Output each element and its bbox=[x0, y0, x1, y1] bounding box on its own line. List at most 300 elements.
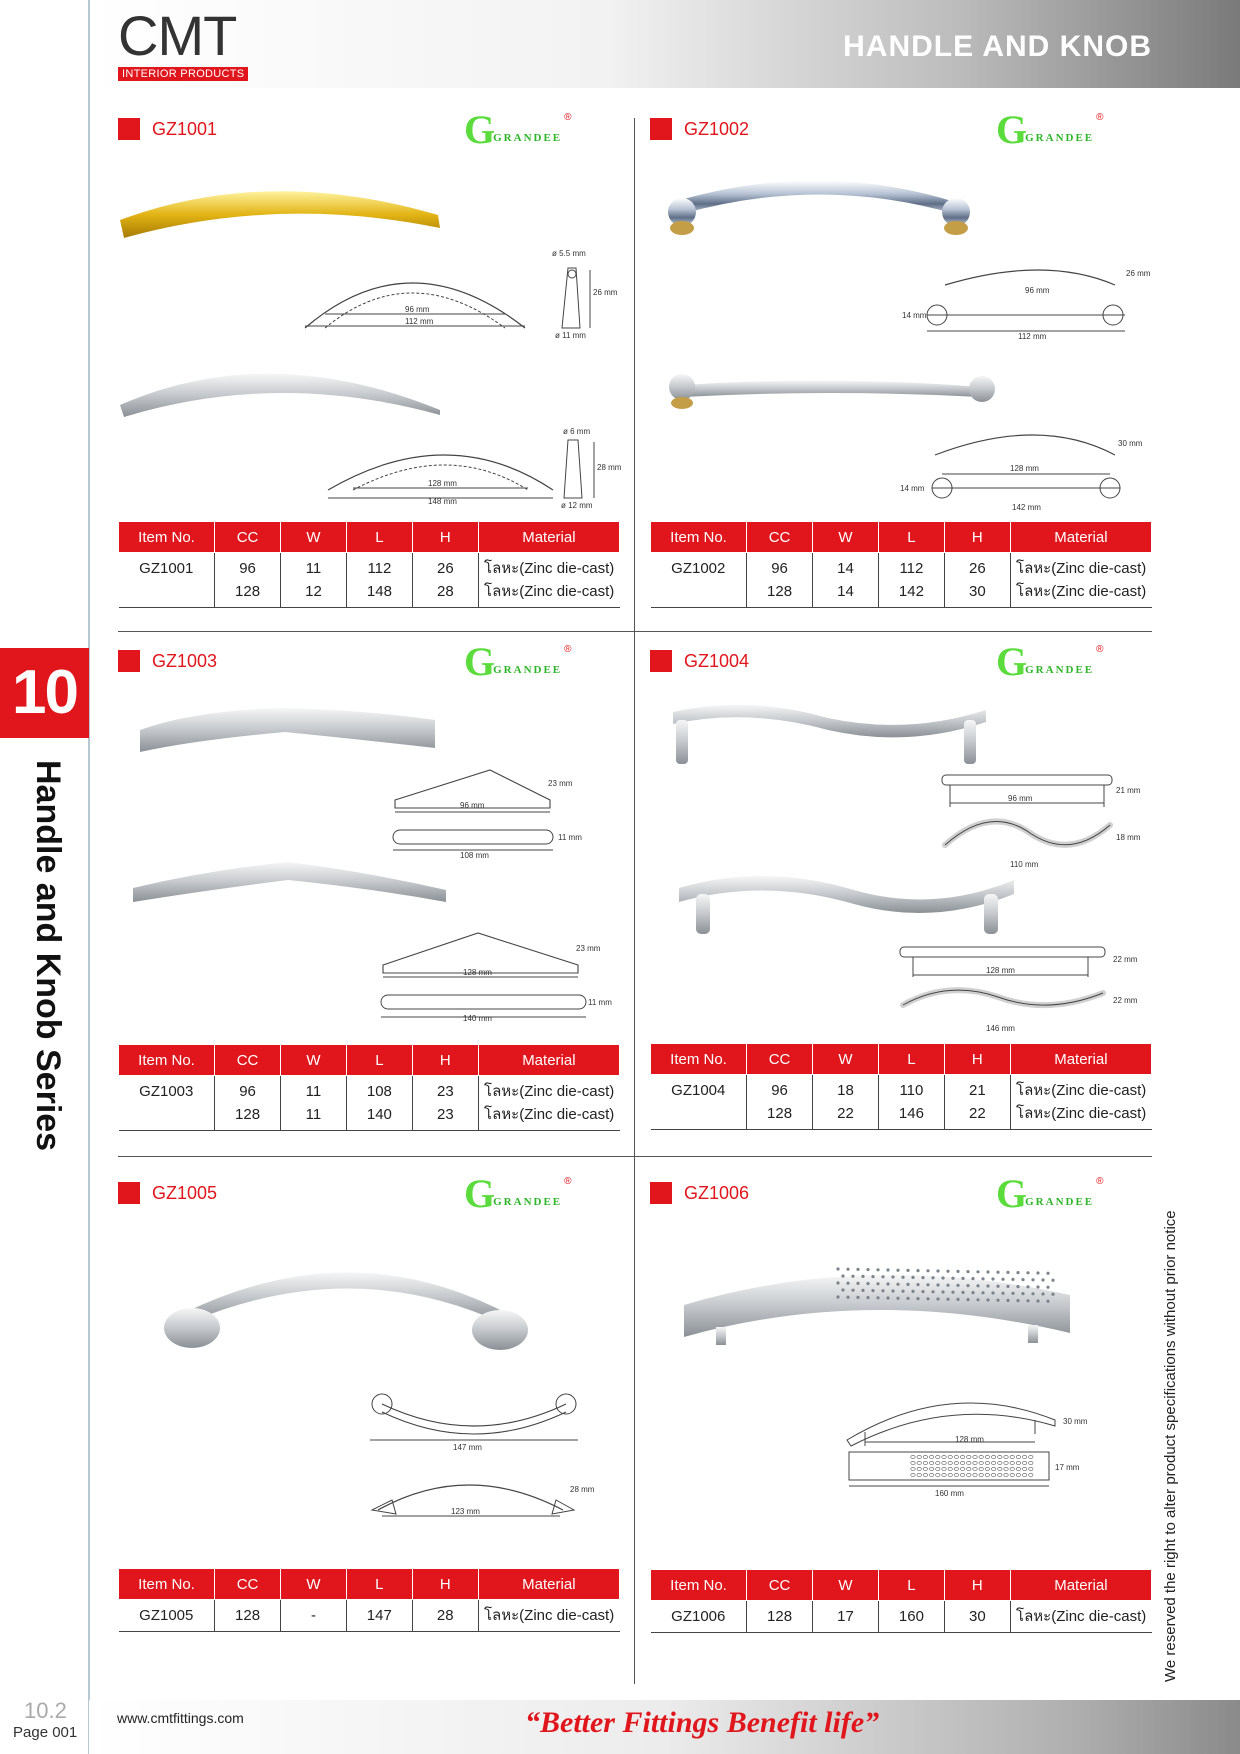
texture-dot bbox=[906, 1283, 909, 1286]
column-header: L bbox=[346, 522, 412, 553]
brand-logo bbox=[118, 4, 248, 82]
texture-dot bbox=[911, 1455, 915, 1458]
texture-dot bbox=[856, 1296, 859, 1299]
dim-label: 11 mm bbox=[588, 998, 612, 1007]
cell-value: 28 bbox=[437, 583, 454, 600]
handle-photo-silver bbox=[118, 355, 448, 425]
column-header: CC bbox=[747, 1044, 813, 1075]
texture-dot bbox=[896, 1297, 899, 1300]
registered-mark: ® bbox=[564, 1176, 572, 1187]
texture-dot bbox=[967, 1473, 971, 1476]
texture-dot bbox=[1029, 1461, 1033, 1464]
column-header: H bbox=[412, 522, 478, 553]
column-header: Material bbox=[1010, 1044, 1151, 1075]
texture-dot bbox=[1022, 1455, 1026, 1458]
texture-dot bbox=[971, 1291, 974, 1294]
texture-dot bbox=[841, 1274, 844, 1277]
texture-dot bbox=[929, 1467, 933, 1470]
texture-dot bbox=[923, 1461, 927, 1464]
dim-label: 14 mm bbox=[902, 311, 927, 320]
texture-dot bbox=[856, 1282, 859, 1285]
texture-dot bbox=[960, 1455, 964, 1458]
cell-value: โลหะ(Zinc die-cast) bbox=[1016, 560, 1147, 577]
column-header: Item No. bbox=[119, 522, 215, 553]
table-cell bbox=[119, 1600, 215, 1632]
dim-label: 128 mm bbox=[428, 479, 457, 488]
texture-dot bbox=[981, 1291, 984, 1294]
texture-dot bbox=[886, 1296, 889, 1299]
texture-dot bbox=[981, 1277, 984, 1280]
handle-photo-silver bbox=[135, 700, 445, 760]
texture-dot bbox=[948, 1455, 952, 1458]
column-header: CC bbox=[215, 1569, 281, 1600]
texture-dot bbox=[998, 1473, 1002, 1476]
cell-value: GZ1003 bbox=[139, 1083, 194, 1100]
dim-label: 22 mm bbox=[1113, 955, 1138, 964]
texture-dot bbox=[966, 1284, 969, 1287]
texture-dot bbox=[991, 1277, 994, 1280]
handle-photo-satin bbox=[660, 365, 1000, 425]
cell-value: 128 bbox=[767, 1608, 793, 1625]
cell-value: 96 bbox=[239, 560, 256, 577]
texture-dot bbox=[936, 1455, 940, 1458]
texture-dot bbox=[911, 1473, 915, 1476]
cell-value: 11 bbox=[305, 1083, 322, 1100]
table-cell bbox=[215, 553, 281, 608]
texture-dot bbox=[1016, 1467, 1020, 1470]
column-header: H bbox=[412, 1045, 478, 1076]
texture-dot bbox=[1016, 1461, 1020, 1464]
texture-dot bbox=[911, 1290, 914, 1293]
texture-dot bbox=[991, 1461, 995, 1464]
dim-label: 26 mm bbox=[1126, 269, 1151, 278]
table-cell bbox=[651, 1075, 747, 1130]
texture-dot bbox=[985, 1467, 989, 1470]
dim-label: ø 12 mm bbox=[561, 501, 593, 510]
texture-dot bbox=[936, 1283, 939, 1286]
dim-label: ø 5.5 mm bbox=[552, 249, 586, 258]
column-header: Material bbox=[1010, 1570, 1151, 1601]
texture-dot bbox=[986, 1284, 989, 1287]
table-cell bbox=[944, 1601, 1010, 1633]
texture-dot bbox=[998, 1455, 1002, 1458]
texture-dot bbox=[1022, 1473, 1026, 1476]
handle-photo-wave bbox=[668, 700, 998, 770]
texture-dot bbox=[1026, 1271, 1029, 1274]
texture-dot bbox=[1026, 1285, 1029, 1288]
texture-dot bbox=[861, 1289, 864, 1292]
texture-dot bbox=[1022, 1467, 1026, 1470]
texture-dot bbox=[986, 1298, 989, 1301]
dim-label: 110 mm bbox=[1010, 860, 1039, 869]
column-header: Material bbox=[478, 1045, 619, 1076]
cell-value: 128 bbox=[235, 1106, 261, 1123]
texture-dot bbox=[973, 1473, 977, 1476]
cell-value: 26 bbox=[969, 560, 986, 577]
texture-dot bbox=[1051, 1279, 1054, 1282]
cell-value: 28 bbox=[436, 1607, 454, 1624]
texture-dot bbox=[973, 1455, 977, 1458]
section-label-wrap bbox=[27, 760, 67, 1190]
dim-label: 26 mm bbox=[593, 288, 618, 297]
texture-dot bbox=[916, 1283, 919, 1286]
dim-label: 17 mm bbox=[1055, 1463, 1080, 1472]
red-square-icon bbox=[650, 650, 672, 672]
texture-dot bbox=[836, 1295, 839, 1298]
texture-dot bbox=[1031, 1278, 1034, 1281]
table-cell bbox=[878, 1075, 944, 1130]
table-cell bbox=[412, 1600, 478, 1632]
texture-dot bbox=[956, 1284, 959, 1287]
handle-photo-chrome bbox=[660, 170, 1000, 250]
texture-dot bbox=[936, 1467, 940, 1470]
texture-dot bbox=[986, 1270, 989, 1273]
texture-dot bbox=[961, 1277, 964, 1280]
texture-dot bbox=[926, 1283, 929, 1286]
texture-dot bbox=[923, 1473, 927, 1476]
texture-dot bbox=[926, 1269, 929, 1272]
texture-dot bbox=[979, 1461, 983, 1464]
texture-dot bbox=[921, 1290, 924, 1293]
footer-url[interactable]: www.cmtfittings.com bbox=[117, 1710, 244, 1726]
cell-value: 14 bbox=[837, 560, 854, 577]
handle-photo-arched bbox=[160, 1260, 560, 1370]
dim-label: 28 mm bbox=[597, 463, 622, 472]
table-cell bbox=[878, 553, 944, 608]
texture-dot bbox=[966, 1298, 969, 1301]
texture-dot bbox=[891, 1289, 894, 1292]
cell-value: GZ1004 bbox=[671, 1082, 726, 1099]
texture-dot bbox=[876, 1296, 879, 1299]
texture-dot bbox=[896, 1269, 899, 1272]
registered-mark: ® bbox=[564, 644, 572, 655]
texture-dot bbox=[926, 1297, 929, 1300]
texture-dot bbox=[901, 1290, 904, 1293]
table-cell bbox=[281, 553, 347, 608]
texture-dot bbox=[956, 1270, 959, 1273]
dim-label: 30 mm bbox=[1063, 1417, 1088, 1426]
table-cell bbox=[215, 1600, 281, 1632]
texture-dot bbox=[876, 1282, 879, 1285]
red-square-icon bbox=[118, 650, 140, 672]
cell-value: 128 bbox=[235, 583, 261, 600]
texture-dot bbox=[1031, 1292, 1034, 1295]
column-header: CC bbox=[747, 522, 813, 553]
dimension-drawing-gz1006 bbox=[845, 1390, 1105, 1500]
texture-dot bbox=[973, 1461, 977, 1464]
product-title bbox=[650, 1182, 749, 1204]
texture-dot bbox=[916, 1297, 919, 1300]
table-cell bbox=[412, 553, 478, 608]
texture-dot bbox=[917, 1455, 921, 1458]
dim-label: 128 mm bbox=[955, 1435, 984, 1444]
page-number: 10.2 bbox=[24, 1698, 67, 1723]
dim-label: 142 mm bbox=[1012, 503, 1041, 512]
cell-value: 18 bbox=[837, 1082, 854, 1099]
table-cell bbox=[747, 1075, 813, 1130]
dimension-drawing-gz1004-a bbox=[940, 775, 1160, 875]
texture-dot bbox=[1021, 1278, 1024, 1281]
texture-dot bbox=[896, 1283, 899, 1286]
red-square-icon bbox=[118, 1182, 140, 1204]
dimension-drawing-gz1003-b bbox=[378, 925, 618, 1025]
texture-dot bbox=[886, 1268, 889, 1271]
texture-dot bbox=[1010, 1473, 1014, 1476]
logo-letter: G bbox=[996, 107, 1028, 152]
product-title bbox=[118, 650, 217, 672]
texture-dot bbox=[1004, 1455, 1008, 1458]
texture-dot bbox=[942, 1473, 946, 1476]
texture-dot bbox=[936, 1297, 939, 1300]
cell-value: 23 bbox=[436, 1083, 454, 1100]
table-row bbox=[119, 1076, 620, 1131]
dim-label: 96 mm bbox=[1025, 286, 1050, 295]
product-code: GZ1006 bbox=[684, 1182, 750, 1203]
column-header: W bbox=[281, 1045, 347, 1076]
cell-value: โลหะ(Zinc die-cast) bbox=[483, 1607, 615, 1624]
texture-dot bbox=[966, 1270, 969, 1273]
table-cell bbox=[1010, 1075, 1151, 1130]
texture-dot bbox=[1036, 1271, 1039, 1274]
cell-value: 146 bbox=[898, 1105, 924, 1122]
texture-dot bbox=[911, 1276, 914, 1279]
texture-dot bbox=[881, 1289, 884, 1292]
texture-dot bbox=[1046, 1286, 1049, 1289]
cell-value: 11 bbox=[305, 1106, 322, 1123]
dim-label: 21 mm bbox=[1116, 786, 1141, 795]
dim-label: 160 mm bbox=[935, 1489, 964, 1498]
cell-value: โลหะ(Zinc die-cast) bbox=[484, 1083, 615, 1100]
table-cell bbox=[346, 1076, 412, 1131]
cell-value: 128 bbox=[767, 1105, 793, 1122]
texture-dot bbox=[931, 1276, 934, 1279]
notice-text: We reserved the right to alter product specifications without prior notice bbox=[1162, 1210, 1179, 1682]
spec-table bbox=[118, 522, 620, 608]
cell-value: 112 bbox=[899, 560, 924, 577]
texture-dot bbox=[1006, 1299, 1009, 1302]
texture-dot bbox=[836, 1267, 839, 1270]
page-title: HANDLE AND KNOB bbox=[843, 30, 1152, 63]
dim-label: 96 mm bbox=[1008, 794, 1033, 803]
cell-value: 128 bbox=[235, 1607, 261, 1624]
texture-dot bbox=[866, 1268, 869, 1271]
texture-dot bbox=[917, 1467, 921, 1470]
cell-value: 112 bbox=[367, 560, 392, 577]
cell-value: โลหะ(Zinc die-cast) bbox=[484, 1106, 615, 1123]
column-header: W bbox=[813, 1570, 879, 1601]
cell-value: 148 bbox=[366, 583, 392, 600]
dimension-drawing-gz1001-b bbox=[328, 427, 628, 510]
texture-dot bbox=[881, 1275, 884, 1278]
cell-value: 108 bbox=[366, 1083, 392, 1100]
cell-value: 96 bbox=[239, 1083, 256, 1100]
texture-dot bbox=[960, 1467, 964, 1470]
texture-dot bbox=[876, 1268, 879, 1271]
texture-dot bbox=[866, 1282, 869, 1285]
spec-table bbox=[650, 1044, 1152, 1130]
texture-dot bbox=[996, 1299, 999, 1302]
cell-value: โลหะ(Zinc die-cast) bbox=[484, 560, 615, 577]
spec-table bbox=[118, 1569, 620, 1632]
texture-dot bbox=[954, 1467, 958, 1470]
texture-dot bbox=[979, 1467, 983, 1470]
column-header: Item No. bbox=[119, 1045, 215, 1076]
texture-dot bbox=[998, 1461, 1002, 1464]
texture-dot bbox=[954, 1455, 958, 1458]
texture-dot bbox=[1026, 1299, 1029, 1302]
texture-dot bbox=[1036, 1285, 1039, 1288]
texture-dot bbox=[1036, 1299, 1039, 1302]
column-header: Material bbox=[478, 522, 619, 553]
texture-dot bbox=[941, 1276, 944, 1279]
column-header: Item No. bbox=[119, 1569, 215, 1600]
texture-dot bbox=[1004, 1467, 1008, 1470]
texture-dot bbox=[979, 1455, 983, 1458]
texture-dot bbox=[917, 1461, 921, 1464]
texture-dot bbox=[996, 1285, 999, 1288]
texture-dot bbox=[1046, 1272, 1049, 1275]
texture-dot bbox=[942, 1455, 946, 1458]
column-header: L bbox=[346, 1569, 412, 1600]
texture-dot bbox=[991, 1467, 995, 1470]
texture-dot bbox=[991, 1455, 995, 1458]
column-header: Item No. bbox=[651, 1570, 747, 1601]
texture-dot bbox=[976, 1298, 979, 1301]
table-cell bbox=[1010, 553, 1151, 608]
texture-dot bbox=[923, 1467, 927, 1470]
texture-dot bbox=[846, 1296, 849, 1299]
grandee-logo bbox=[464, 107, 572, 152]
texture-dot bbox=[936, 1473, 940, 1476]
product-code: GZ1002 bbox=[684, 118, 750, 139]
texture-dot bbox=[1041, 1292, 1044, 1295]
cell-value: 23 bbox=[436, 1106, 454, 1123]
cell-value: 26 bbox=[437, 560, 454, 577]
texture-dot bbox=[851, 1289, 854, 1292]
dim-label: 18 mm bbox=[1116, 833, 1141, 842]
texture-dot bbox=[1022, 1461, 1026, 1464]
texture-dot bbox=[1006, 1271, 1009, 1274]
cell-value: - bbox=[310, 1607, 316, 1624]
cell-value: โลหะ(Zinc die-cast) bbox=[1016, 1608, 1147, 1625]
spec-table bbox=[650, 1570, 1152, 1633]
dim-label: 123 mm bbox=[451, 1507, 480, 1516]
texture-dot bbox=[841, 1288, 844, 1291]
dim-label: 22 mm bbox=[1113, 996, 1138, 1005]
product-title bbox=[650, 118, 749, 140]
logo-text: GRANDEE bbox=[1025, 1196, 1095, 1208]
table-cell bbox=[813, 1601, 879, 1633]
texture-dot bbox=[979, 1473, 983, 1476]
column-header: W bbox=[813, 1044, 879, 1075]
product-title bbox=[118, 1182, 217, 1204]
logo-letter: G bbox=[464, 639, 496, 684]
texture-dot bbox=[1001, 1278, 1004, 1281]
texture-dot bbox=[976, 1284, 979, 1287]
registered-mark: ® bbox=[1096, 1176, 1104, 1187]
texture-dot bbox=[1016, 1299, 1019, 1302]
texture-dot bbox=[1016, 1271, 1019, 1274]
texture-dot bbox=[1010, 1455, 1014, 1458]
texture-dot bbox=[1046, 1300, 1049, 1303]
logo-text: GRANDEE bbox=[1025, 132, 1095, 144]
table-cell bbox=[281, 1600, 347, 1632]
texture-dot bbox=[1006, 1285, 1009, 1288]
table-cell bbox=[651, 553, 747, 608]
texture-dot bbox=[1016, 1473, 1020, 1476]
column-header: H bbox=[944, 1570, 1010, 1601]
cell-value: GZ1005 bbox=[139, 1607, 194, 1624]
cell-value: 17 bbox=[837, 1608, 854, 1625]
texture-dot bbox=[946, 1284, 949, 1287]
cell-value: 147 bbox=[366, 1607, 392, 1624]
red-square-icon bbox=[118, 118, 140, 140]
cell-value: 128 bbox=[767, 583, 793, 600]
texture-dot bbox=[923, 1455, 927, 1458]
texture-dot bbox=[967, 1455, 971, 1458]
dim-label: 148 mm bbox=[428, 497, 457, 506]
texture-dot bbox=[960, 1461, 964, 1464]
logo-letter: G bbox=[996, 1171, 1028, 1216]
texture-dot bbox=[921, 1276, 924, 1279]
texture-dot bbox=[931, 1290, 934, 1293]
handle-photo-wave bbox=[674, 868, 1024, 938]
dim-label: 128 mm bbox=[986, 966, 1015, 975]
texture-dot bbox=[906, 1297, 909, 1300]
texture-dot bbox=[1029, 1467, 1033, 1470]
table-cell bbox=[813, 553, 879, 608]
table-cell bbox=[478, 1600, 619, 1632]
page-label: Page 001 bbox=[13, 1724, 78, 1741]
spec-table bbox=[650, 522, 1152, 608]
texture-dot bbox=[856, 1268, 859, 1271]
cell-value: 96 bbox=[771, 1082, 788, 1099]
texture-dot bbox=[871, 1289, 874, 1292]
spec-table bbox=[118, 1045, 620, 1131]
section-label: Handle and Knob Series bbox=[29, 760, 67, 1152]
texture-dot bbox=[936, 1269, 939, 1272]
table-row bbox=[651, 553, 1152, 608]
column-header: L bbox=[878, 1044, 944, 1075]
texture-dot bbox=[998, 1467, 1002, 1470]
texture-dot bbox=[960, 1473, 964, 1476]
product-code: GZ1001 bbox=[152, 118, 218, 139]
texture-dot bbox=[929, 1473, 933, 1476]
texture-dot bbox=[967, 1467, 971, 1470]
cell-value: GZ1001 bbox=[139, 560, 194, 577]
texture-dot bbox=[836, 1281, 839, 1284]
table-cell bbox=[478, 553, 619, 608]
section-number: 10 bbox=[0, 648, 89, 738]
texture-dot bbox=[1011, 1292, 1014, 1295]
texture-dot bbox=[871, 1275, 874, 1278]
texture-dot bbox=[1004, 1473, 1008, 1476]
logo-text: GRANDEE bbox=[493, 664, 563, 676]
column-header: W bbox=[813, 522, 879, 553]
dimension-drawing-gz1002-a bbox=[902, 265, 1155, 341]
dimension-drawing-gz1003-a bbox=[390, 760, 610, 860]
texture-dot bbox=[948, 1473, 952, 1476]
texture-dot bbox=[951, 1291, 954, 1294]
dimension-drawing-gz1004-b bbox=[898, 945, 1158, 1045]
product-title bbox=[118, 118, 217, 140]
texture-dot bbox=[967, 1461, 971, 1464]
texture-dot bbox=[1016, 1285, 1019, 1288]
table-cell bbox=[651, 1601, 747, 1633]
product-code: GZ1005 bbox=[152, 1182, 218, 1203]
brand-subtitle: INTERIOR PRODUCTS bbox=[118, 67, 248, 81]
texture-dot bbox=[991, 1473, 995, 1476]
